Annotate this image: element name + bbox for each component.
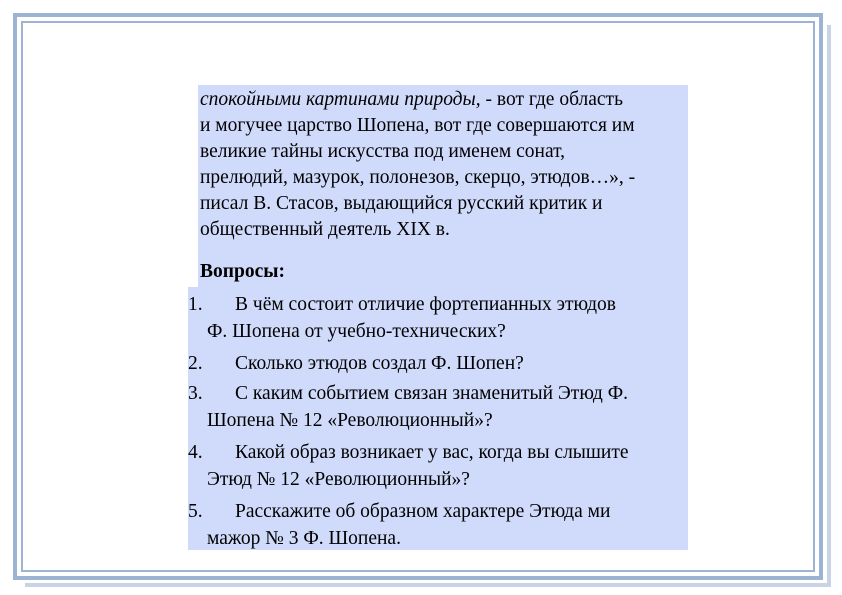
question-text-line-2: Этюд № 12 «Революционный»? [207,469,470,490]
question-text-line-1: В чём состоит отличие фортепианных этюдов [235,294,616,315]
quote-paragraph [200,87,690,243]
paragraph-line-3: великие тайны искусства под именем сонат, [200,141,566,162]
paragraph-line-1-rest: - вот где область [480,89,623,110]
paragraph-line-6: общественный деятель XIX в. [200,219,450,240]
question-text-line-2: Шопена № 12 «Революционный»? [207,410,493,431]
question-text-line-1: Расскажите об образном характере Этюда ми [235,501,611,522]
question-number: 3. [188,383,203,404]
question-text-line-1: С каким событием связан знаменитый Этюд Ф. [235,383,628,404]
paragraph-line-2: и могучее царство Шопена, вот где совершаются им [200,115,635,136]
italic-phrase: спокойными картинами природы, [200,89,481,110]
question-text-line-1: Сколько этюдов создал Ф. Шопен? [235,353,524,374]
paragraph-line-4: прелюдий, мазурок, полонезов, скерцо, этюдов…», - [200,167,636,188]
paragraph-line-1 [200,87,690,113]
paragraph-line-5: писал В. Стасов, выдающийся русский критик и [200,193,603,214]
question-text-line-2: Ф. Шопена от учебно-технических? [207,321,506,342]
question-number: 2. [188,353,203,374]
question-text-line-1: Какой образ возникает у вас, когда вы слышите [235,442,629,463]
questions-heading: Вопросы: [200,261,285,282]
question-text-line-2: мажор № 3 Ф. Шопена. [207,528,401,549]
question-number: 5. [188,501,203,522]
question-number: 1. [188,294,203,315]
question-number: 4. [188,442,203,463]
